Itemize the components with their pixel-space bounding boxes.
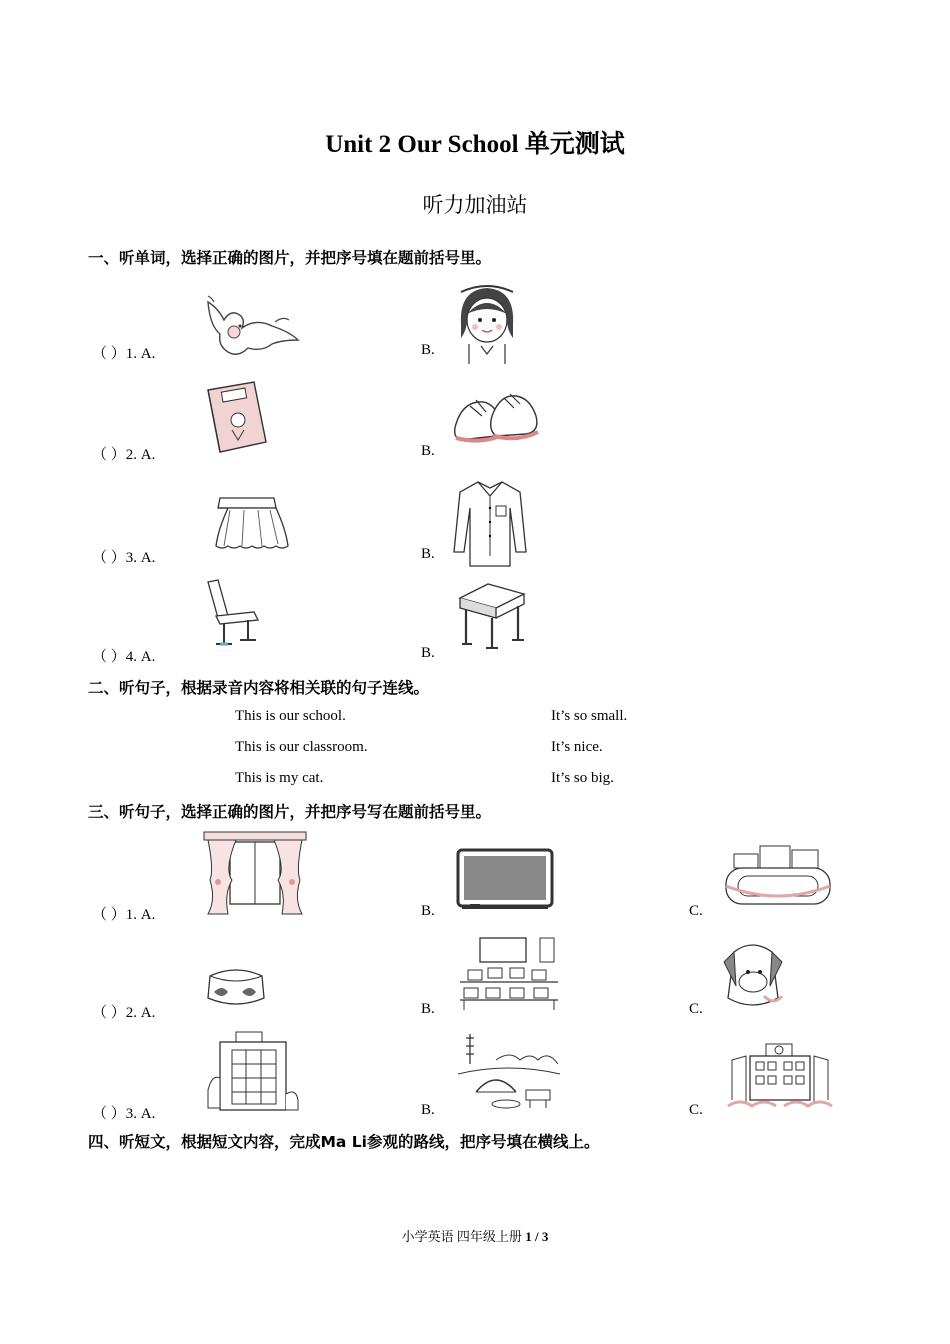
option-b-label: B. xyxy=(421,443,435,459)
left-sentence: This is our classroom. xyxy=(235,739,368,755)
question-label: （ ）1. A. xyxy=(92,346,156,362)
question-label: （ ）1. A. xyxy=(92,907,156,923)
park-icon xyxy=(456,1030,562,1112)
bird-icon xyxy=(200,292,300,358)
section-2-heading: 二、听句子，根据录音内容将相关联的句子连线。 xyxy=(88,679,430,697)
desk-icon xyxy=(456,580,526,652)
question-label: （ ）2. A. xyxy=(92,447,156,463)
left-sentence: This is our school. xyxy=(235,708,346,724)
option-b-label: B. xyxy=(421,903,435,919)
schoolbag-icon xyxy=(720,938,786,1012)
window-icon xyxy=(200,830,310,916)
section-4-heading: 四、听短文，根据短文内容，完成Ma Li参观的路线，把序号填在横线上。 xyxy=(88,1133,600,1151)
page-title: Unit 2 Our School 单元测试 xyxy=(325,131,625,158)
blackboard-icon xyxy=(456,848,554,912)
section-3-heading: 三、听句子，选择正确的图片，并把序号写在题前括号里。 xyxy=(88,803,492,821)
page-separator: / xyxy=(531,1229,542,1244)
page-subtitle: 听力加油站 xyxy=(422,193,528,217)
pencil-case-icon xyxy=(204,966,268,1010)
question-label: （ ）2. A. xyxy=(92,1005,156,1021)
option-b-label: B. xyxy=(421,1102,435,1118)
shoes-icon xyxy=(452,386,540,456)
section-1-heading: 一、听单词，选择正确的图片，并把序号填在题前括号里。 xyxy=(88,249,492,267)
book-icon xyxy=(204,380,268,454)
playground-icon xyxy=(724,840,834,914)
computer-room-icon xyxy=(458,934,560,1012)
page-footer xyxy=(0,1226,950,1245)
library-icon xyxy=(206,1030,302,1114)
right-sentence: It’s so small. xyxy=(551,708,628,724)
option-c-label: C. xyxy=(689,1102,703,1118)
right-sentence: It’s nice. xyxy=(551,739,603,755)
right-sentence: It’s so big. xyxy=(551,770,614,786)
girl-icon xyxy=(455,284,519,364)
option-c-label: C. xyxy=(689,903,703,919)
option-b-label: B. xyxy=(421,546,435,562)
option-b-label: B. xyxy=(421,1001,435,1017)
option-b-label: B. xyxy=(421,645,435,661)
skirt-icon xyxy=(204,492,290,552)
question-label: （ ）4. A. xyxy=(92,649,156,665)
chair-icon xyxy=(200,578,264,652)
option-c-label: C. xyxy=(689,1001,703,1017)
page-total: 3 xyxy=(541,1229,549,1244)
shirt-icon xyxy=(452,476,528,558)
question-label: （ ）3. A. xyxy=(92,1106,156,1122)
left-sentence: This is my cat. xyxy=(235,770,324,786)
question-label: （ ）3. A. xyxy=(92,550,156,566)
option-b-label: B. xyxy=(421,342,435,358)
page-number: 1 xyxy=(525,1229,532,1244)
school-icon xyxy=(726,1040,834,1114)
footer-text: 小学英语 四年级上册 xyxy=(401,1229,526,1244)
